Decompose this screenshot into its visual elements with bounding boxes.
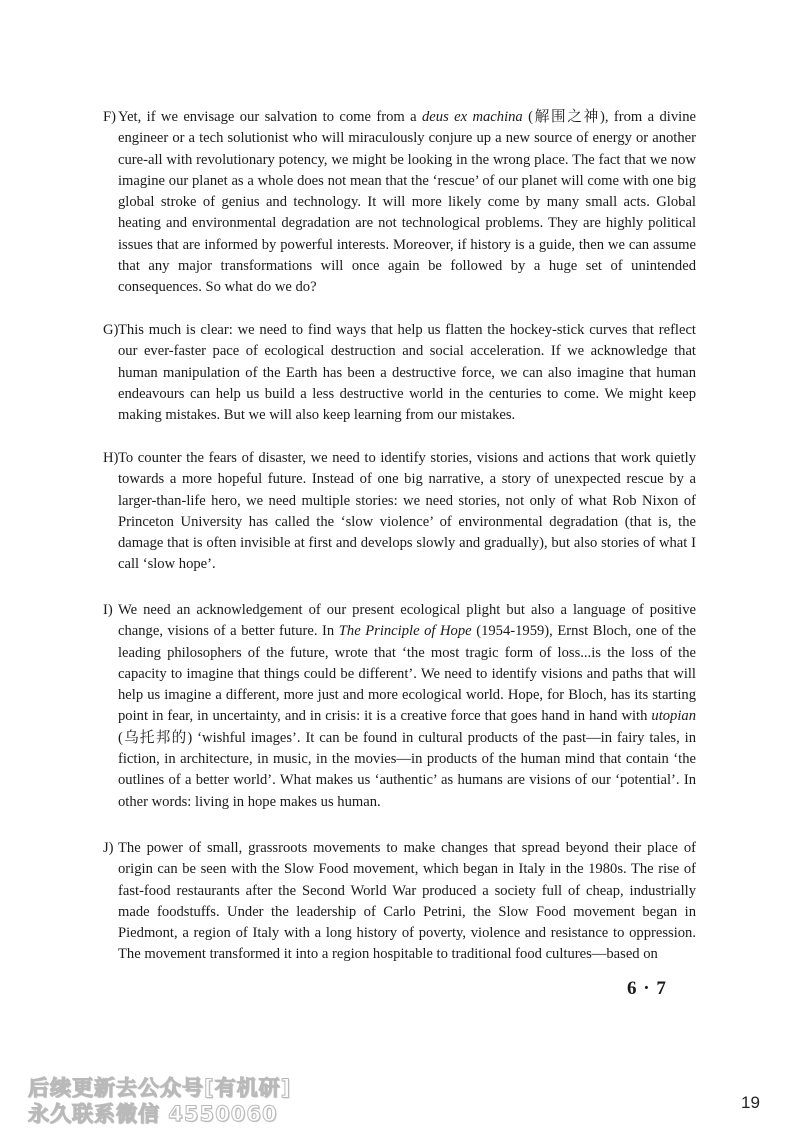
page-number: 19 <box>741 1093 760 1112</box>
italic-text: deus ex machina <box>422 109 523 125</box>
text-run: (乌托邦的) ‘wishful images’. It can be found in cultural products of the past—in fairy tales, in fiction, in architecture, in music, in the movies—in products of the human mind that contain ‘the outlines of a better world’. What makes us ‘authentic’ as humans are visions of our ‘potential’. In other words: living in hope makes us human. <box>118 729 696 810</box>
text-run: To counter the fears of disaster, we need to identify stories, visions and actions that work quietly towards a more hopeful future. Instead of one big narrative, a story of unexpected rescue by a larger-than-life hero, we need multiple stories: we need stories, not only of what Rob Nixon of Princeton University has called the ‘slow violence’ of environmental degradation (that is, the damage that is often invisible at first and develops slowly and gradually), but also stories of what I call ‘slow hope’. <box>118 450 696 573</box>
paragraph-g <box>103 320 696 426</box>
paragraph-label: H) <box>103 450 119 466</box>
paragraph-i <box>103 600 696 813</box>
paragraph-f <box>103 107 696 299</box>
paragraph-text <box>103 320 696 426</box>
paragraph-j <box>103 838 696 966</box>
folio-mark: 6 · 7 <box>627 978 667 999</box>
text-run: This much is clear: we need to find ways that help us flatten the hockey-stick curves that reflect our ever-faster pace of ecological destruction and social acceleration. If we acknowledge that human manipulation of the Earth has been a destructive force, we can also imagine that human endeavours can help us build a less destructive world in the centuries to come. We might keep making mistakes. But we will also keep learning from our mistakes. <box>118 322 696 424</box>
paragraph-label: G) <box>103 322 119 338</box>
text-run: (1954-1959), Ernst Bloch, one of the leading philosophers of the future, wrote that ‘the most tragic form of loss...is the loss of the capacity to imagine that things could be different’. We need to identify visions and paths that will help us imagine a different, more just and more ecological world. Hope, for Bloch, has its starting point in fear, in uncertainty, and in crisis: it is a creative force that goes hand in hand with <box>118 623 696 725</box>
text-run: The power of small, grassroots movements to make changes that spread beyond their place of origin can be seen with the Slow Food movement, which began in Italy in the 1980s. The rise of fast-food restaurants after the Second World War produced a society full of cheap, industrially made foodstuffs. Under the leadership of Carlo Petrini, the Slow Food movement began in Piedmont, a region of Italy with a long history of poverty, violence and resistance to oppression. The movement transformed it into a region hospitable to traditional food cultures—based on <box>118 840 696 963</box>
paragraph-label: I) <box>103 602 113 618</box>
watermark-line: 永久联系微信 4550060 <box>28 1102 278 1126</box>
paragraph-text <box>103 600 696 813</box>
text-run: We need an acknowledgement of our present ecological plight but also a language of positive change, visions of a better future. In <box>118 602 696 640</box>
italic-text: utopian <box>651 708 696 725</box>
text-run: Yet, if we envisage our salvation to come from a <box>118 109 422 125</box>
paragraph-text <box>103 107 696 299</box>
paragraph-h <box>103 448 696 576</box>
paragraph-label: F) <box>103 109 116 125</box>
paragraph-label: J) <box>103 840 114 856</box>
watermark <box>28 1075 291 1127</box>
paragraph-text <box>103 838 696 966</box>
paragraph-text <box>103 448 696 576</box>
text-run: (解围之神), from a divine engineer or a tech solutionist who will miraculously conjure up a new source of energy or another cure-all with revolutionary potency, we might be looking in the wrong place. The fact that we now imagine our planet as a whole does not mean that the ‘rescue’ of our planet will come with one big global stroke of genius and technology. It will more likely come by many small acts. Global heating and environmental degradation are not technological problems. They are highly political issues that are informed by powerful interests. Moreover, if history is a guide, then we can assume that any major transformations will once again be followed by a huge set of unintended consequences. So what do we do? <box>118 109 696 296</box>
watermark-line: 后续更新去公众号[有机研] <box>28 1076 292 1100</box>
italic-text: The Principle of Hope <box>338 623 472 640</box>
